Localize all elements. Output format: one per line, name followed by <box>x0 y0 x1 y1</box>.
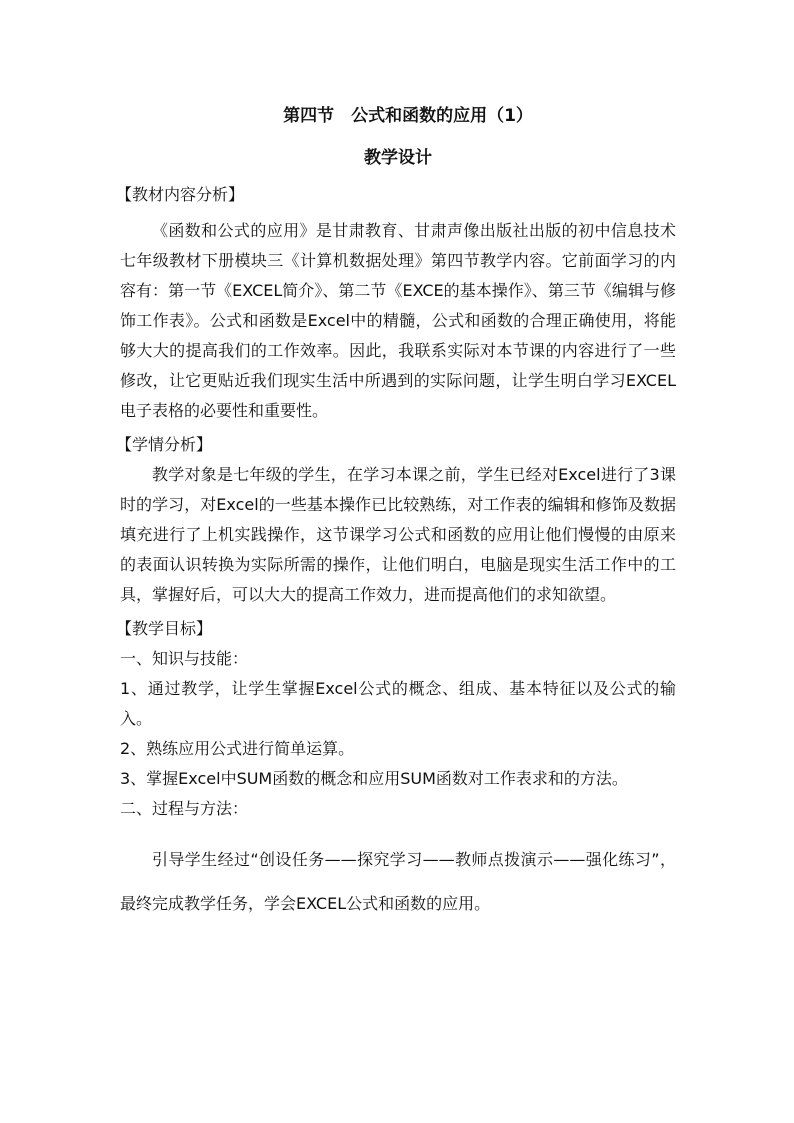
document-body <box>116 98 676 926</box>
lesson-title: 第四节 公式和函数的应用（1） <box>283 106 533 126</box>
student-analysis-paragraph: 教学对象是七年级的学生，在学习本课之前，学生已经对Excel进行了3课时的学习，对Excel的一些基本操作已比较熟练，对工作表的编辑和修饰及数据填充进行了上机实践操作，这节课学习公式和函数的应用让他们慢慢的由原来的表面认识转换为实际所需的操作，让他们明白，电脑是现实生活工作中的工具，掌握好后，可以大大的提高工作效力，进而提高他们的求知欲望。 <box>120 465 676 604</box>
section-heading-material-analysis: 【教材内容分析】 <box>116 185 245 204</box>
section-heading-student-analysis: 【学情分析】 <box>116 435 213 454</box>
material-analysis-paragraph: 《函数和公式的应用》是甘肃教育、甘肃声像出版社出版的初中信息技术七年级教材下册模块三《计算机数据处理》第四节教学内容。它前面学习的内容有：第一节《EXCEL简介》、第二节《EXCE的基本操作》、第三节《编辑与修饰工作表》。公式和函数是Excel中的精髓，公式和函数的合理正确使用，将能够大大的提高我们的工作效率。因此，我联系实际对本节课的内容进行了一些修改，让它更贴近我们现实生活中所遇到的实际问题，让学生明白学习EXCEL电子表格的必要性和重要性。 <box>120 221 676 420</box>
process-method-paragraph: 引导学生经过“创设任务——探究学习——教师点拨演示——强化练习”，最终完成教学任务，学会EXCEL公式和函数的应用。 <box>120 850 676 913</box>
lesson-subtitle: 教学设计 <box>364 148 432 168</box>
goal-item-2: 2、熟练应用公式进行简单运算。 <box>120 739 355 758</box>
goal-item-1: 1、通过教学，让学生掌握Excel公式的概念、组成、基本特征以及公式的输入。 <box>120 679 676 728</box>
goal-subheading-process: 二、过程与方法： <box>120 799 249 818</box>
section-heading-teaching-goals: 【教学目标】 <box>116 619 213 638</box>
goal-item-3: 3、掌握Excel中SUM函数的概念和应用SUM函数对工作表求和的方法。 <box>120 769 628 788</box>
goal-subheading-knowledge: 一、知识与技能： <box>120 649 249 668</box>
